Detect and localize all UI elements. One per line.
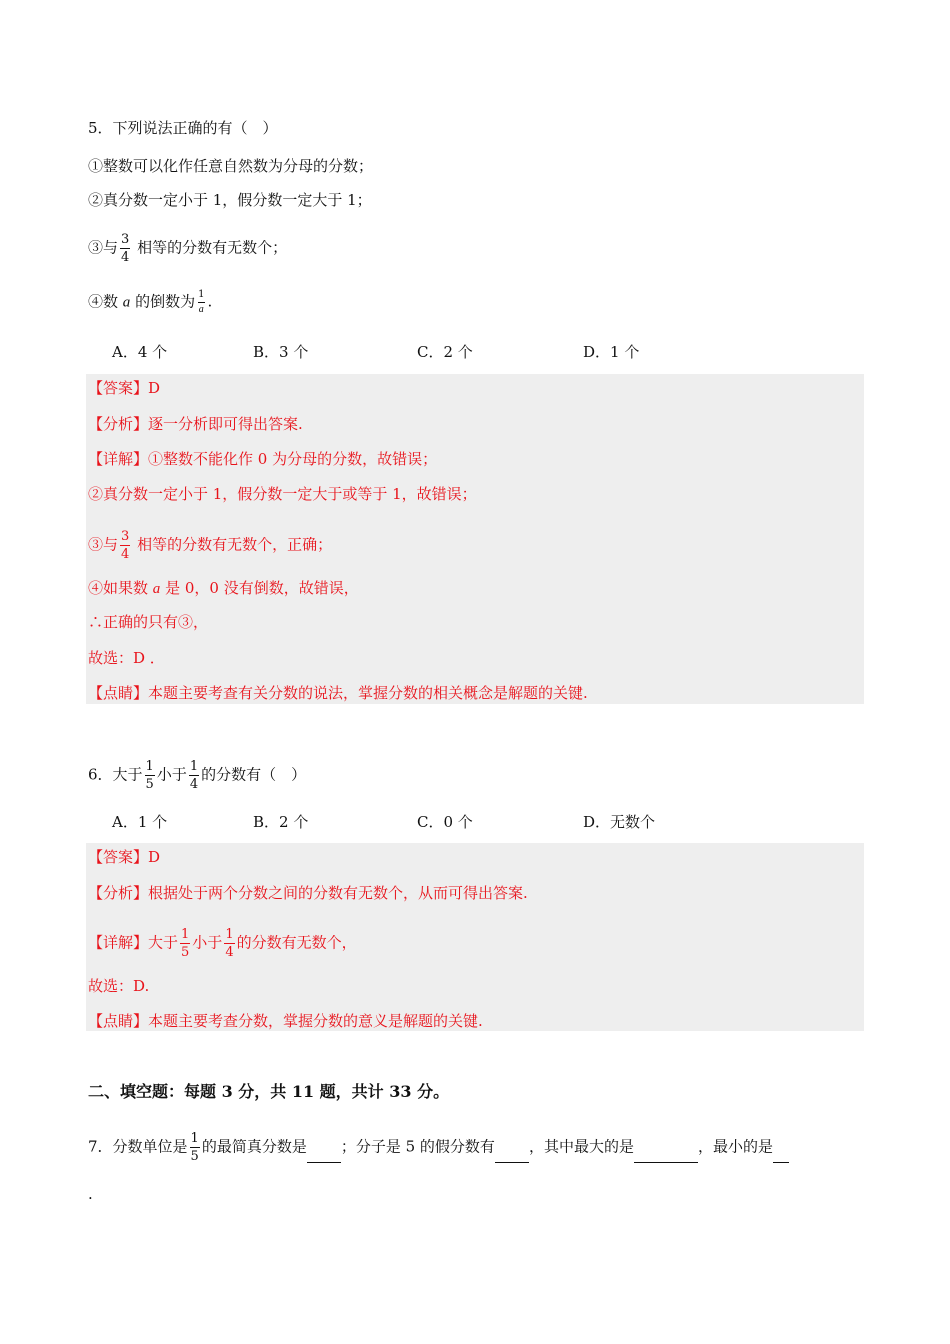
q5-option-d: D．1 个 (583, 343, 640, 361)
q5-option-b: B．3 个 (253, 343, 309, 361)
fraction-3-4: $\frac{3}{4}$ (121, 529, 130, 562)
q6-option-c: C．0 个 (417, 813, 473, 831)
q5-stem: 5．下列说法正确的有（ ） (88, 119, 278, 137)
q5-detail-3: ③与 $\frac{3}{4}$ 相等的分数有无数个，正确； (88, 529, 333, 562)
answer-blank-4[interactable] (773, 1146, 789, 1163)
q5-answer: 【答案】D (88, 379, 161, 397)
q5-detail-2: ②真分数一定小于 1，假分数一定大于或等于 1，故错误； (88, 485, 477, 503)
q7-end: . (88, 1185, 93, 1203)
q5-statement-3: ③与 $\frac{3}{4}$ 相等的分数有无数个； (88, 232, 288, 265)
q5-detail-1: 【详解】①整数不能化作 0 为分母的分数，故错误； (88, 450, 438, 468)
fraction-1-a: $\frac{1}{a}$ (198, 289, 205, 315)
answer-blank-2[interactable] (495, 1146, 529, 1163)
q6-option-b: B．2 个 (253, 813, 309, 831)
q5-option-c: C．2 个 (417, 343, 473, 361)
answer-blank-1[interactable] (307, 1146, 341, 1163)
fraction-3-4: $\frac{3}{4}$ (121, 232, 130, 265)
q6-choose: 故选：D. (88, 977, 150, 995)
q5-option-a: A．4 个 (112, 343, 168, 361)
q6-detail: 【详解】大于 $\frac{1}{5}$ 小于 $\frac{1}{4}$ 的分数有无数个， (88, 927, 357, 960)
q5-detail-6: 故选：D ． (88, 649, 165, 667)
q5-analysis: 【分析】逐一分析即可得出答案. (88, 415, 303, 433)
q6-comment: 【点睛】本题主要考查分数，掌握分数的意义是解题的关键. (88, 1012, 483, 1030)
fraction-1-5: $\frac{1}{5}$ (181, 927, 190, 960)
q5-statement-1: ①整数可以化作任意自然数为分母的分数； (88, 157, 374, 175)
fraction-1-4: $\frac{1}{4}$ (189, 759, 199, 792)
q5-statement-4: ④数 a 的倒数为 $\frac{1}{a}$ . (88, 289, 213, 315)
q5-statement-2: ②真分数一定小于 1，假分数一定大于 1； (88, 191, 372, 209)
fraction-1-5: $\frac{1}{5}$ (190, 1131, 199, 1164)
q5-detail-5: ∴正确的只有③， (88, 613, 209, 631)
fraction-1-5: $\frac{1}{5}$ (145, 759, 154, 792)
q5-comment: 【点睛】本题主要考查有关分数的说法，掌握分数的相关概念是解题的关键. (88, 684, 588, 702)
q6-option-a: A．1 个 (112, 813, 168, 831)
q6-analysis: 【分析】根据处于两个分数之间的分数有无数个，从而可得出答案. (88, 884, 528, 902)
q6-option-d: D．无数个 (583, 813, 656, 831)
q7-stem: 7．分数单位是 $\frac{1}{5}$ 的最简真分数是 ；分子是 5 的假分数有 ，其中最大的是 ，最小的是 (88, 1132, 789, 1163)
fraction-1-4: $\frac{1}{4}$ (225, 927, 234, 960)
section-heading: 二、填空题：每题 3 分，共 11 题，共计 33 分。 (88, 1082, 450, 1101)
q6-stem: 6．大于 $\frac{1}{5}$ 小于 $\frac{1}{4}$ 的分数有（ ） (88, 759, 307, 792)
q5-detail-4: ④如果数 a 是 0，0 没有倒数，故错误， (88, 579, 359, 597)
answer-blank-3[interactable] (634, 1146, 698, 1163)
q6-answer: 【答案】D (88, 848, 161, 866)
